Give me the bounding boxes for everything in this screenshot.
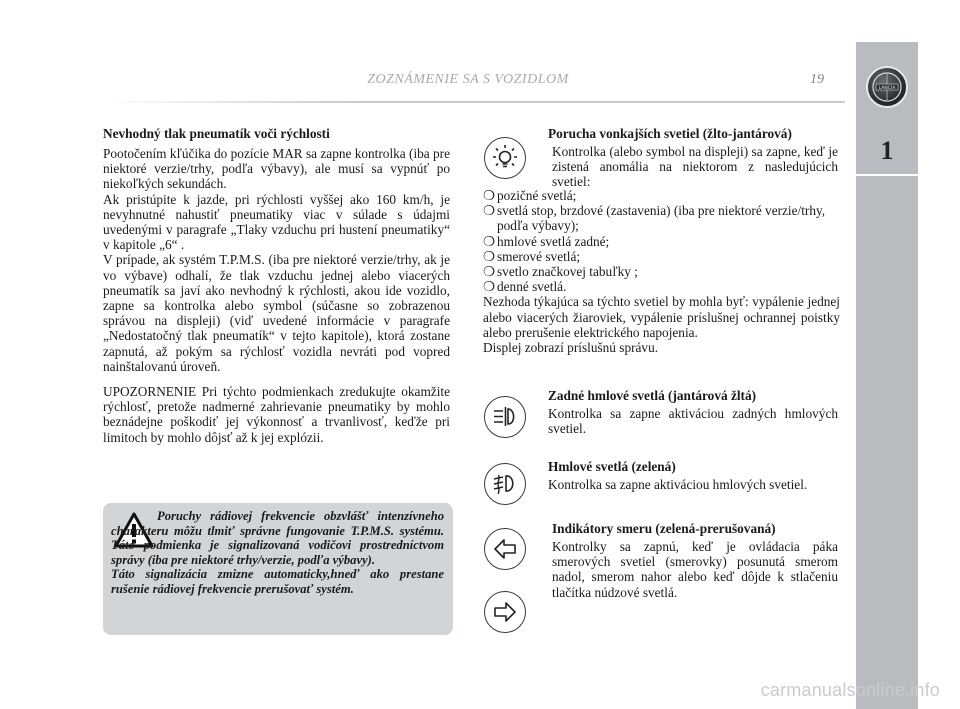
warning-text [111, 509, 444, 597]
tire-pressure-para-2: Ak pristúpite k jazde, pri rýchlosti vyššej ako 160 km/h, je nevyhnutné nahustiť pneumatiky viac v súlade s údajmi uvedenými v paragrafe „Tlaky vzduchu pri hustení pneumatiky“ v kapitole „6“ . [103, 191, 450, 253]
tire-pressure-para-1: Pootočením kľúčika do pozície MAR sa zapne kontrolka (iba pre niektoré verzie/trhy, podľa výbavy), ale musí sa vypnúť po niekoľkých sekundách. [103, 146, 450, 192]
header-title: ZOZNÁMENIE SA S VOZIDLOM [367, 72, 569, 87]
exterior-lights-note: Nezhoda týkajúca sa týchto svetiel by mohla byť: vypálenie jednej alebo viacerých žiaroviek, vypálenie príslušnej ochrannej poistky alebo prerušenie elektrického napojenia. [483, 294, 840, 340]
rear-fog-light-icon [484, 396, 526, 438]
indicators-heading: Indikátory smeru (zelená-prerušovaná) [552, 521, 776, 536]
page-number: 19 [810, 72, 824, 87]
chapter-number: 1 [880, 136, 894, 165]
front-fog-light-icon [484, 463, 526, 505]
list-item: ❍ hmlové svetlá zadné; [483, 233, 610, 249]
warning-text-2: Táto signalizácia zmizne automaticky,hneď ako prestane rušenie rádiovej frekvencie prerušovať systém. [111, 567, 444, 596]
list-item: ❍ denné svetlá. [483, 279, 567, 295]
bullet-circle-icon: ❍ [483, 233, 495, 249]
left-turn-indicator-icon [484, 528, 526, 570]
bullet-circle-icon: ❍ [483, 203, 495, 219]
logo-text: LANCIA [878, 86, 896, 91]
front-fog-heading: Hmlové svetlá (zelená) [548, 459, 676, 474]
list-item: ❍ smerové svetlá; [483, 248, 581, 264]
exterior-lights-intro: Kontrolka (alebo symbol na displeji) sa zapne, keď je zistená anomália na niektorom z nasledujúcich svetiel: [552, 144, 838, 190]
list-item: ❍ pozičné svetlá; [483, 188, 577, 203]
exterior-lights-display: Displej zobrazí príslušnú správu. [483, 340, 659, 356]
bullet-circle-icon: ❍ [483, 279, 495, 295]
lancia-logo [866, 66, 908, 108]
warning-text-1: Poruchy rádiovej frekvencie obzvlášť intenzívneho charakteru môžu tlmiť správne fungovanie T.P.M.S. systému. Táto podmienka je signalizovaná vodičovi prostredníctvom správy (iba pre niektoré trhy/verzie, podľa výbavy). [111, 509, 444, 567]
left-column [103, 126, 450, 445]
right-turn-indicator-icon [484, 591, 526, 633]
exterior-light-failure-icon [484, 137, 526, 179]
front-fog-text: Kontrolka sa zapne aktiváciou hmlových svetiel. [548, 477, 808, 492]
bullet-circle-icon: ❍ [483, 264, 495, 280]
rear-fog-section [540, 388, 838, 436]
rear-fog-heading: Zadné hmlové svetlá (jantárová žltá) [548, 388, 757, 403]
indicators-section [540, 521, 838, 600]
tire-pressure-para-3: V prípade, ak systém T.P.M.S. (iba pre niektoré verzie/trhy, ak je vo výbave) odhalí, že tlak vzduchu jednej alebo viacerých pneumatík sa javí ako nevhodný k rýchlosti, akou ide vozidlo, zapne sa kontrolka alebo symbol (súčasne so zobrazenou správou na displeji) (viď uvedené informácie v paragrafe „Nedostatočný tlak pneumatík“ v tejto kapitole), ktorá zostane zapnutá, až pokým sa rýchlosť vozidla nevráti pod vopred nainštalovanú úroveň. [103, 252, 450, 374]
rear-fog-text: Kontrolka sa zapne aktiváciou zadných hmlových svetiel. [548, 406, 838, 437]
tire-pressure-warning-para: UPOZORNENIE Pri týchto podmienkach zredukujte okamžite rýchlosť, pretože nadmerné zahrievanie pneumatiky by mohlo beznádejne poškodiť jej výkonnosť a trvanlivosť, keďže pri limitoch by mohlo dôjsť až k jej explózii. [103, 384, 450, 445]
indicators-text: Kontrolky sa zapnú, keď je ovládacia páka smerových svetiel (smerovky) posunutá smerom nadol, smerom nahor alebo keď dôjde k stlačeniu tlačítka núdzové svetlá. [552, 539, 838, 600]
bullet-circle-icon: ❍ [483, 188, 495, 203]
exterior-lights-list-block [483, 188, 840, 355]
header-divider [103, 101, 845, 103]
watermark: carmanualsonline.info [760, 680, 940, 700]
tire-pressure-heading: Nevhodný tlak pneumatík voči rýchlosti [103, 126, 330, 141]
exterior-lights-list [483, 188, 840, 294]
list-item: ❍ svetlá stop, brzdové (zastavenia) (iba pre niektoré verzie/trhy, podľa výbavy); [483, 203, 826, 234]
bullet-circle-icon: ❍ [483, 248, 495, 264]
warning-box [103, 503, 453, 635]
list-item: ❍ svetlo značkovej tabuľky ; [483, 264, 638, 280]
exterior-lights-heading: Porucha vonkajších svetiel (žlto-jantárová) [548, 126, 792, 141]
exterior-lights-section [540, 126, 838, 190]
chapter-divider [856, 174, 918, 176]
front-fog-section [540, 459, 838, 492]
